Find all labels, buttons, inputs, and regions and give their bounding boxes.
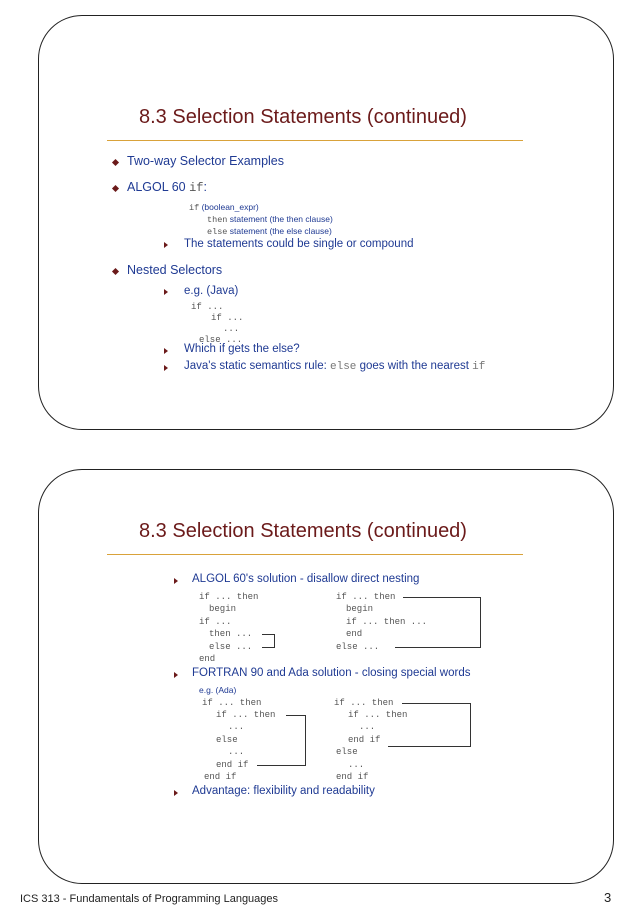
algol-form-line1: if (boolean_expr): [189, 202, 259, 213]
sub-bullet-advantage: Advantage: flexibility and readability: [192, 785, 375, 797]
bullet-nested: Nested Selectors: [127, 263, 223, 277]
code-line: if ... then: [334, 698, 394, 708]
sub-bullet-algol-solution: ALGOL 60's solution - disallow direct nesting: [192, 573, 420, 585]
sub-bullet-java-rule: Java's static semantics rule: else goes with the nearest if: [184, 360, 486, 373]
code-line: ...: [228, 722, 245, 732]
arrow-bullet-icon: [174, 790, 178, 796]
code-line: end if: [348, 735, 381, 745]
code-line: ...: [359, 722, 376, 732]
code-line: if ...: [199, 617, 232, 627]
sub-bullet-java: e.g. (Java): [184, 285, 239, 297]
code-line: begin: [209, 604, 237, 614]
code-line: else: [216, 735, 238, 745]
code-line: end if: [336, 772, 369, 782]
bracket-line: [470, 703, 471, 747]
algol-form-line3: else statement (the else clause): [207, 226, 332, 237]
java-code-line: if ...: [211, 313, 244, 323]
diamond-bullet-icon: [112, 268, 119, 275]
arrow-bullet-icon: [174, 578, 178, 584]
slide-title: 8.3 Selection Statements (continued): [139, 106, 467, 128]
java-code-line: ...: [223, 324, 240, 334]
arrow-bullet-icon: [164, 242, 168, 248]
sub-bullet-fortran: FORTRAN 90 and Ada solution - closing special words: [192, 667, 471, 679]
sub-bullet-which-if: Which if gets the else?: [184, 343, 300, 355]
java-code-line: else ...: [199, 335, 243, 345]
code-line: then ...: [209, 629, 253, 639]
bullet-algol: ALGOL 60 if:: [127, 180, 207, 195]
bracket-line: [402, 703, 470, 704]
bracket-line: [403, 597, 480, 598]
bracket-line: [480, 597, 481, 647]
code-line: if ... then: [199, 592, 259, 602]
code-line: if ... then ...: [346, 617, 428, 627]
slide-title: 8.3 Selection Statements (continued): [139, 520, 467, 542]
bracket-line: [388, 746, 471, 747]
sub-bullet-statements: The statements could be single or compound: [184, 238, 414, 250]
code-line: else ...: [209, 642, 253, 652]
code-line: end: [199, 654, 216, 664]
bracket-line: [274, 634, 275, 648]
code-line: if ... then: [348, 710, 408, 720]
code-line: end: [346, 629, 363, 639]
code-line: ...: [228, 747, 245, 757]
bullet-two-way: Two-way Selector Examples: [127, 154, 285, 168]
code-line: if ... then: [202, 698, 262, 708]
footer-course: ICS 313 - Fundamentals of Programming Languages: [20, 893, 279, 905]
code-line: if ... then: [336, 592, 396, 602]
arrow-bullet-icon: [164, 365, 168, 371]
code-line: begin: [346, 604, 374, 614]
arrow-bullet-icon: [164, 289, 168, 295]
bracket-line: [257, 765, 306, 766]
code-line: else: [336, 747, 358, 757]
arrow-bullet-icon: [164, 348, 168, 354]
title-rule: [107, 140, 523, 141]
diamond-bullet-icon: [112, 185, 119, 192]
title-rule: [107, 554, 523, 555]
diamond-bullet-icon: [112, 159, 119, 166]
arrow-bullet-icon: [174, 672, 178, 678]
code-line: end if: [204, 772, 237, 782]
slide-1: [38, 15, 614, 430]
code-line: end if: [216, 760, 249, 770]
ada-label: e.g. (Ada): [199, 685, 237, 695]
code-line: if ... then: [216, 710, 276, 720]
java-code-line: if ...: [191, 302, 224, 312]
code-line: ...: [348, 760, 365, 770]
bracket-line: [395, 647, 481, 648]
bracket-line: [262, 647, 275, 648]
page-number: 3: [604, 890, 612, 905]
algol-form-line2: then statement (the then clause): [207, 214, 333, 225]
slide-2: [38, 469, 614, 884]
code-line: else ...: [336, 642, 380, 652]
bracket-line: [286, 715, 305, 716]
bracket-line: [305, 715, 306, 765]
